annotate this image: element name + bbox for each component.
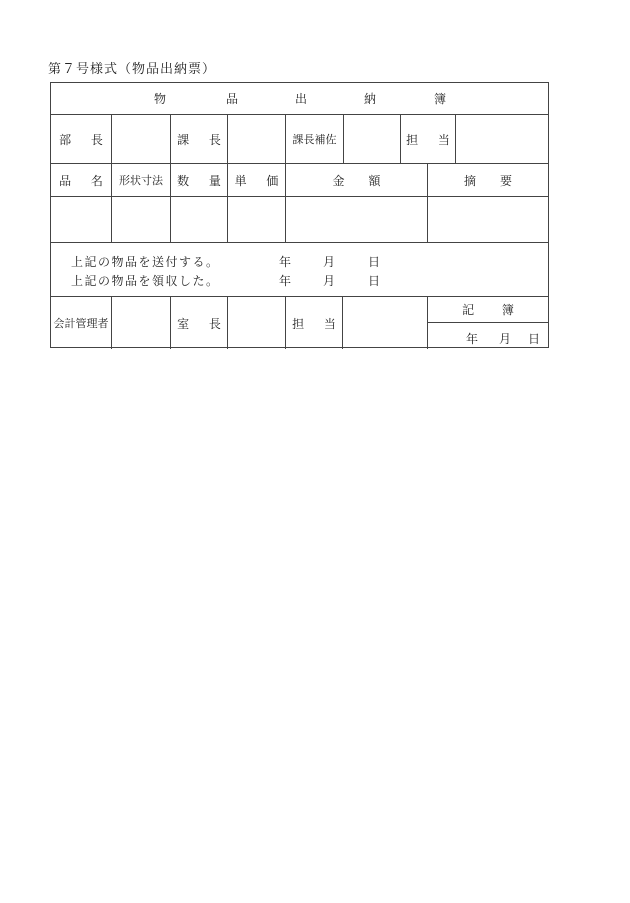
kibo-date[interactable] [428,323,548,349]
header-char-1: 物 [154,92,167,106]
bucho-label: 部 長 [51,115,112,163]
receive-day-label: 日 [368,274,381,288]
shitsucho-stamp-box[interactable] [228,297,286,349]
suryo-header: 数 量 [171,164,228,196]
item-header-row [51,164,548,197]
kacho-hosa-label: 課長補佐 [286,115,344,163]
send-notice: 上記の物品を送付する。 [71,255,220,269]
bucho-stamp-box[interactable] [112,115,171,163]
kacho-label: 課 長 [171,115,228,163]
header-char-4: 納 [364,92,377,106]
kaikei-kanrisha-stamp-box[interactable] [112,297,171,349]
send-day-label: 日 [368,255,381,269]
tekiyo-header: 摘 要 [463,173,512,188]
tanto-stamp-box[interactable] [456,115,548,163]
notice-row [51,243,548,297]
kibo-month-label: 月 [499,332,512,346]
hinmei-input[interactable] [51,197,112,242]
receive-notice: 上記の物品を領収した。 [71,274,220,288]
header-char-5: 簿 [434,92,447,106]
shitsucho-label: 室 長 [171,297,228,349]
keijo-sunpo-header: 形状寸法 [112,164,171,196]
kibo-day-label: 日 [528,332,541,346]
header-char-2: 品 [226,92,239,106]
suryo-input[interactable] [171,197,228,242]
table-header-row [51,83,548,115]
tanka-input[interactable] [228,197,286,242]
bottom-row [51,297,548,349]
tanka-header: 単 価 [228,164,286,196]
bottom-tanto-stamp-box[interactable] [343,297,428,349]
send-month-label: 月 [323,255,336,269]
keijo-sunpo-input[interactable] [112,197,171,242]
kibo-year-label: 年 [466,332,479,346]
hinmei-header: 品 名 [51,164,112,196]
kingaku-header: 金 額 [286,164,428,196]
approval-row [51,115,548,164]
kingaku-input[interactable] [286,197,428,242]
header-char-3: 出 [295,92,308,106]
receive-month-label: 月 [323,274,336,288]
kacho-stamp-box[interactable] [228,115,286,163]
kibo-label: 記 簿 [428,297,548,323]
receive-year-label: 年 [279,274,292,288]
ledger-table [50,82,549,348]
form-title: 第７号様式（物品出納票） [48,62,217,77]
bottom-tanto-label: 担 当 [286,297,343,349]
kacho-hosa-stamp-box[interactable] [344,115,401,163]
tanto-label: 担 当 [401,115,456,163]
kibo-box [428,297,548,349]
send-year-label: 年 [279,255,292,269]
kaikei-kanrisha-label: 会計管理者 [51,297,112,349]
item-data-row [51,197,548,243]
tekiyo-input[interactable] [428,197,548,242]
